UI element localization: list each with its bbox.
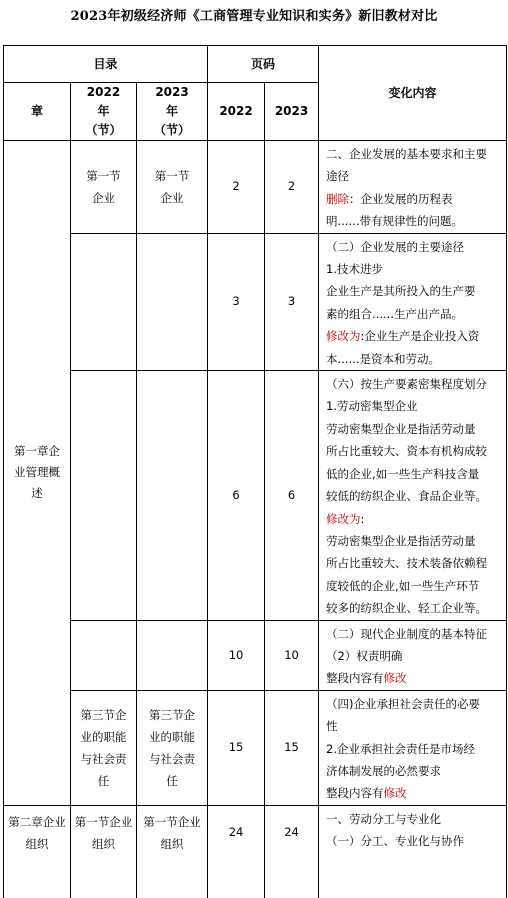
change-line bbox=[326, 782, 500, 804]
change-line bbox=[326, 508, 500, 530]
change-line bbox=[326, 575, 500, 597]
change-text: : bbox=[360, 511, 365, 526]
change-text: 较多的纺织企业、轻工企业等。 bbox=[326, 601, 488, 616]
change-label: 修改 bbox=[383, 671, 407, 686]
change-line bbox=[326, 165, 500, 187]
change-text: 较低的纺织企业、食品企业等。 bbox=[326, 489, 488, 504]
change-line bbox=[326, 325, 500, 347]
chapter-cell: 第一章企业管理概述 bbox=[4, 141, 71, 806]
header-catalog: 目录 bbox=[4, 46, 208, 83]
change-line bbox=[326, 667, 500, 689]
change-line bbox=[326, 760, 500, 782]
section-2022-cell bbox=[71, 371, 137, 620]
change-line bbox=[326, 258, 500, 280]
change-line bbox=[326, 597, 500, 619]
change-line bbox=[326, 463, 500, 485]
change-text: 整段内容有 bbox=[326, 671, 384, 686]
change-cell bbox=[319, 371, 507, 620]
change-line bbox=[326, 808, 500, 830]
change-line bbox=[326, 143, 500, 165]
change-cell bbox=[319, 620, 507, 690]
change-text: （一）分工、专业化与协作 bbox=[326, 834, 465, 849]
change-text: 一、劳动分工与专业化 bbox=[326, 811, 442, 826]
change-line bbox=[326, 552, 500, 574]
page-2023-cell: 6 bbox=[265, 371, 319, 620]
change-line bbox=[326, 395, 500, 417]
change-text: 整段内容有 bbox=[326, 786, 384, 801]
change-text: （六）按生产要素密集程度划分 bbox=[326, 377, 488, 392]
change-text: ：企业发展的历程表 bbox=[349, 191, 453, 206]
change-text: 企业生产是其所投入的生产要 bbox=[326, 284, 476, 299]
page-2023-cell: 15 bbox=[265, 690, 319, 805]
page-2022-cell: 15 bbox=[208, 690, 265, 805]
section-2023-cell: 第一节企业 bbox=[137, 141, 208, 234]
table-row bbox=[4, 371, 507, 620]
table-row bbox=[4, 141, 507, 234]
section-2023-cell: 第三节企业的职能与社会责任 bbox=[137, 690, 208, 805]
header-row-1 bbox=[4, 46, 507, 83]
change-text: 所占比重较大、资本有机构成较 bbox=[326, 444, 488, 459]
section-2022-cell bbox=[71, 233, 137, 370]
change-line bbox=[326, 738, 500, 760]
change-label: 修改为 bbox=[326, 511, 361, 526]
page-title: 2023年初级经济师《工商管理专业知识和实务》新旧教材对比 bbox=[70, 9, 438, 24]
page-2022-cell: 24 bbox=[208, 805, 265, 898]
change-text: 1.劳动密集型企业 bbox=[326, 399, 418, 414]
page-2023-cell: 2 bbox=[265, 141, 319, 234]
section-2022-cell: 第一节企业组织 bbox=[71, 805, 137, 898]
change-line bbox=[326, 303, 500, 325]
change-text: 济体制发展的必然要求 bbox=[326, 763, 442, 778]
change-label: 修改 bbox=[383, 786, 407, 801]
change-label: 修改为 bbox=[326, 329, 361, 344]
page-2022-cell: 3 bbox=[208, 233, 265, 370]
change-line bbox=[326, 188, 500, 210]
comparison-table bbox=[3, 45, 507, 898]
section-2023-cell bbox=[137, 233, 208, 370]
page-2023-cell: 24 bbox=[265, 805, 319, 898]
change-line bbox=[326, 373, 500, 395]
change-line bbox=[326, 485, 500, 507]
change-text: （四)企业承担社会责任的必要 bbox=[326, 696, 481, 711]
change-line bbox=[326, 715, 500, 737]
table-row bbox=[4, 233, 507, 370]
change-text: 劳动密集型企业是指活劳动量 bbox=[326, 421, 476, 436]
change-line bbox=[326, 348, 500, 370]
page-2023-cell: 3 bbox=[265, 233, 319, 370]
table-row bbox=[4, 690, 507, 805]
change-line bbox=[326, 530, 500, 552]
header-sec-2023: 2023年（节） bbox=[137, 83, 208, 141]
change-line bbox=[326, 830, 500, 852]
header-change: 变化内容 bbox=[319, 46, 507, 141]
change-text: （二）现代企业制度的基本特征 bbox=[326, 626, 488, 641]
section-2023-cell bbox=[137, 371, 208, 620]
page-2023-cell: 10 bbox=[265, 620, 319, 690]
change-line bbox=[326, 645, 500, 667]
change-text: 素的组合......生产出产品。 bbox=[326, 306, 463, 321]
table-row bbox=[4, 805, 507, 898]
change-text: 二、企业发展的基本要求和主要 bbox=[326, 147, 488, 161]
change-line bbox=[326, 440, 500, 462]
change-line bbox=[326, 693, 500, 715]
change-text: 本......是资本和劳动。 bbox=[326, 351, 440, 366]
change-text: 低的企业,如一些生产科技含量 bbox=[326, 466, 480, 481]
change-text: 度较低的企业,如一些生产环节 bbox=[326, 578, 480, 593]
page-2022-cell: 10 bbox=[208, 620, 265, 690]
change-text: 劳动密集型企业是指活劳动量 bbox=[326, 533, 476, 548]
change-cell bbox=[319, 805, 507, 898]
change-cell bbox=[319, 141, 507, 234]
page-2022-cell: 6 bbox=[208, 371, 265, 620]
header-chapter: 章 bbox=[4, 83, 71, 141]
section-2022-cell: 第三节企业的职能与社会责任 bbox=[71, 690, 137, 805]
change-cell bbox=[319, 690, 507, 805]
change-text: 明......带有规律性的问题。 bbox=[326, 214, 463, 229]
header-sec-2022: 2022年（节） bbox=[71, 83, 137, 141]
change-text: 途径 bbox=[326, 169, 350, 184]
change-line bbox=[326, 210, 500, 232]
change-text: 性 bbox=[326, 719, 338, 734]
change-line bbox=[326, 623, 500, 645]
page-2022-cell: 2 bbox=[208, 141, 265, 234]
section-2023-cell: 第一节企业组织 bbox=[137, 805, 208, 898]
section-2022-cell: 第一节企业 bbox=[71, 141, 137, 234]
change-line bbox=[326, 280, 500, 302]
section-2023-cell bbox=[137, 620, 208, 690]
header-page-2023: 2023 bbox=[265, 83, 319, 141]
change-text: 1.技术进步 bbox=[326, 262, 384, 277]
change-text: 2.企业承担社会责任是市场经 bbox=[326, 741, 476, 756]
header-page-2022: 2022 bbox=[208, 83, 265, 141]
change-text: （2）权责明确 bbox=[326, 648, 403, 663]
change-text: :企业生产是企业投入资 bbox=[360, 329, 480, 344]
change-label: 删除 bbox=[326, 191, 350, 206]
table-row bbox=[4, 620, 507, 690]
header-pages: 页码 bbox=[208, 46, 319, 83]
section-2022-cell bbox=[71, 620, 137, 690]
change-line bbox=[326, 418, 500, 440]
chapter-cell: 第二章企业组织 bbox=[4, 805, 71, 898]
change-cell bbox=[319, 233, 507, 370]
change-text: （二）企业发展的主要途径 bbox=[326, 239, 465, 254]
change-text: 所占比重较大、技术装备依赖程 bbox=[326, 556, 488, 571]
change-line bbox=[326, 236, 500, 258]
